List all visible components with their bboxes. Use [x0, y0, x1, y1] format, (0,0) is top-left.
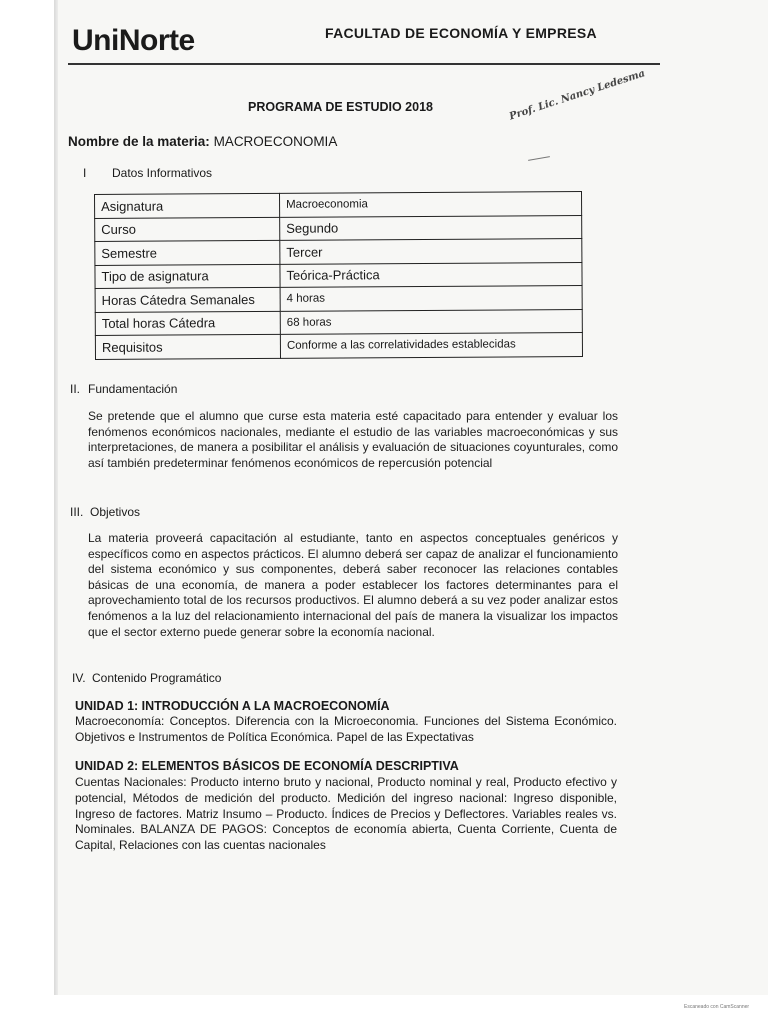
- table-row: [95, 309, 582, 335]
- fundamentacion-paragraph: Se pretende que el alumno que curse esta materia esté capacitado para entender y evaluar los fenómenos económicos nacionales, mediante el estudio de las variables macroeconómicas y sus interpretaciones, de manera a posibilitar el análisis y evaluación de situaciones coyunturales, como así también predeterminar fenómenos económicos de repercusión potencial: [88, 409, 618, 470]
- section-1-title: Datos Informativos: [112, 166, 213, 180]
- program-title: PROGRAMA DE ESTUDIO 2018: [248, 100, 433, 114]
- section-2-title: Fundamentación: [88, 382, 178, 396]
- table-key: Semestre: [95, 240, 280, 265]
- table-row: [95, 192, 582, 218]
- table-value: Macroeconomia: [279, 192, 581, 217]
- header-divider: [68, 63, 660, 65]
- table-row: [95, 239, 582, 265]
- table-row: [95, 333, 582, 359]
- subject-label: Nombre de la materia:: [68, 134, 210, 149]
- university-logo: UniNorte: [72, 24, 195, 57]
- table-value: Segundo: [280, 215, 582, 240]
- table-value: Conforme a las correlatividades establecidas: [280, 333, 582, 358]
- unit-1-title: UNIDAD 1: INTRODUCCIÓN A LA MACROECONOMÍA: [75, 699, 390, 713]
- section-1-number: I: [83, 166, 87, 180]
- unit-1-body: Macroeconomía: Conceptos. Diferencia con la Microeconomia. Funciones del Sistema Económico. Objetivos e Instrumentos de Política Económica. Papel de las Expectativas: [75, 714, 617, 744]
- professor-stamp: Prof. Lic. Nancy Ledesma: [508, 68, 647, 123]
- unit-2-body: Cuentas Nacionales: Producto interno bruto y nacional, Producto nominal y real, Producto efectivo y potencial, Métodos de medición del producto. Medición del ingreso nacional: Ingreso disponible, Ingreso de factores. Matriz Insumo – Producto. Índices de Precios y Deflectores. Variables reales vs. Nominales. BALANZA DE PAGOS: Conceptos de economía abierta, Cuenta Corriente, Cuenta de Capital, Relaciones con las cuentas nacionales: [75, 775, 617, 853]
- table-key: Requisitos: [95, 334, 280, 359]
- table-key: Tipo de asignatura: [95, 264, 280, 289]
- section-4-title: Contenido Programático: [92, 671, 222, 685]
- table-key: Horas Cátedra Semanales: [95, 287, 280, 312]
- info-table: [94, 191, 583, 359]
- objetivos-paragraph: La materia proveerá capacitación al estudiante, tanto en aspectos conceptuales genéricos y específicos como en aspectos prácticos. El alumno deberá ser capaz de analizar el funcionamiento del sistema económico y sus componentes, deberá saber reconocer las relaciones contables básicas de una economía, de manera a poder establecer los factores determinantes para el aprovechamiento total de los recursos productivos. El alumno deberá a su vez poder analizar estos fenómenos a la luz del relacionamiento internacional del país de manera la visualizar los impactos que el sector externo puede generar sobre la economía nacional.: [88, 531, 618, 639]
- table-key: Curso: [95, 217, 280, 242]
- table-value: 68 horas: [280, 309, 582, 334]
- scanner-watermark: Escaneado con CamScanner: [684, 1004, 750, 1010]
- table-value: Tercer: [280, 239, 582, 264]
- table-key: Total horas Cátedra: [95, 311, 280, 336]
- unit-2-title: UNIDAD 2: ELEMENTOS BÁSICOS DE ECONOMÍA DESCRIPTIVA: [75, 759, 459, 773]
- subject-value: MACROECONOMIA: [213, 134, 338, 149]
- subject-line: [68, 134, 337, 149]
- table-row: [95, 262, 582, 288]
- table-row: [95, 286, 582, 312]
- table-key: Asignatura: [95, 193, 280, 218]
- table-row: [95, 215, 582, 241]
- table-value: 4 horas: [280, 286, 582, 311]
- table-value: Teórica-Práctica: [280, 262, 582, 287]
- section-3-title: Objetivos: [90, 505, 141, 519]
- section-3-number: III.: [70, 505, 84, 519]
- faculty-name: FACULTAD DE ECONOMÍA Y EMPRESA: [325, 25, 597, 41]
- section-4-number: IV.: [72, 671, 86, 685]
- section-2-number: II.: [70, 382, 81, 396]
